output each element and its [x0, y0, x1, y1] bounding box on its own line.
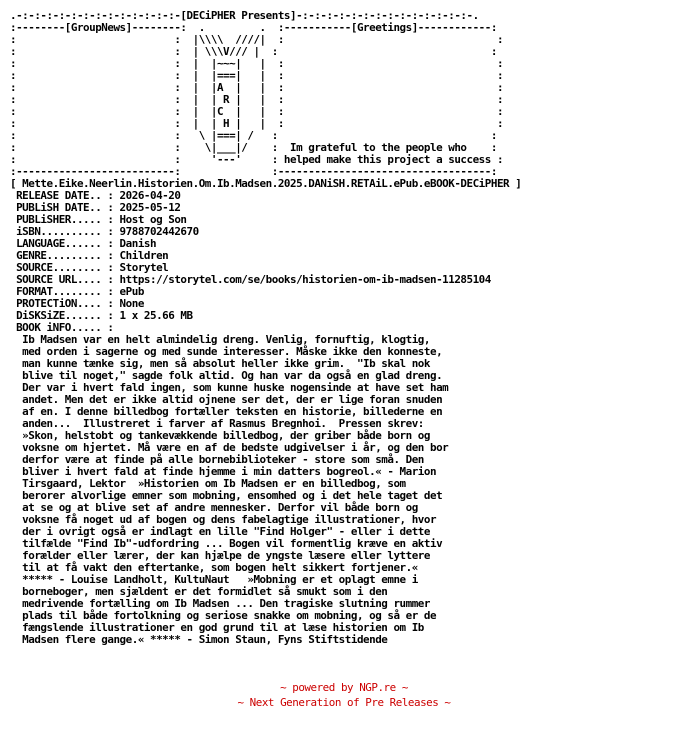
nfo-line: Der var i hvert fald ingen, som kunne huske nogensinde at have set ham — [10, 381, 449, 394]
nfo-line: LANGUAGE...... : Danish — [10, 237, 157, 250]
nfo-line: SOURCE URL.... : https://storytel.com/se/books/historien-om-ib-madsen-11285104 — [10, 273, 491, 286]
nfo-line: der i ovrigt også er indlagt en lille "Find Holger" - eller i dette — [10, 525, 430, 538]
nfo-line: : : | |A | | : : — [10, 81, 504, 94]
nfo-line: derfor være at finde på alle bornebiblioteker - store som små. Den — [10, 453, 424, 466]
nfo-line: voksne få noget ud af bogen og dens fabelagtige illustrationer, hvor — [10, 513, 437, 526]
nfo-line: BOOK iNFO..... : — [10, 321, 114, 334]
nfo-line: Tirsgaard, Lektor »Historien om Ib Madsen er en billedbog, som — [10, 477, 406, 490]
nfo-line: man kunne tænke sig, men så absolut heller ikke grim. "Ib skal nok — [10, 357, 430, 370]
nfo-line: »Skon, helstobt og tankevækkende billedbog, der griber både born og — [10, 429, 430, 442]
nfo-line: FORMAT........ : ePub — [10, 285, 144, 298]
nfo-line: : : | |~~~| | : : — [10, 57, 504, 70]
nfo-line: plads til både fortolkning og seriose snakke om mobning, og så er de — [10, 609, 437, 622]
tagline-footer: ~ Next Generation of Pre Releases ~ — [237, 696, 451, 709]
nfo-line: : : | \\\V/// | : : — [10, 45, 497, 58]
nfo-line: berorer alvorlige emner som mobning, ensomhed og i det hele taget det — [10, 489, 443, 502]
nfo-line: : : \|___|/ : Im grateful to the people who : — [10, 141, 497, 154]
nfo-line: PROTECTiON.... : None — [10, 297, 144, 310]
nfo-line: med orden i sagerne og med sunde interesser. Måske ikke den konneste, — [10, 345, 443, 358]
nfo-line: forælder eller lærer, der kan hjælpe de yngste læsere eller lyttere — [10, 549, 430, 562]
nfo-line: tilfælde "Find Ib"-udfordring ... Bogen vil formentlig kræve en aktiv — [10, 537, 443, 550]
nfo-line: SOURCE........ : Storytel — [10, 261, 169, 274]
nfo-line: medrivende fortælling om Ib Madsen ... Den tragiske slutning rummer — [10, 597, 430, 610]
nfo-release-text — [10, 10, 521, 646]
nfo-line: blive til noget," sagde folk altid. Og han var da også en glad dreng. — [10, 369, 443, 382]
nfo-line: : : \ |===| / : : — [10, 129, 497, 142]
nfo-line: iSBN.......... : 9788702442670 — [10, 225, 199, 238]
nfo-line: RELEASE DATE.. : 2026-04-20 — [10, 189, 181, 202]
nfo-line: .-:-:-:-:-:-:-:-:-:-:-:-:-:-[DECiPHER Presents]-:-:-:-:-:-:-:-:-:-:-:-:-:-:-. — [10, 9, 479, 22]
nfo-line: andet. Men det er ikke altid ojnene ser det, der er lige foran snuden — [10, 393, 443, 406]
nfo-line: Ib Madsen var en helt almindelig dreng. Venlig, fornuftig, klogtig, — [10, 333, 430, 346]
powered-by-footer: ~ powered by NGP.re ~ — [280, 681, 408, 694]
nfo-line: : : |\\\\ ////| : : — [10, 33, 504, 46]
nfo-line: af en. I denne billedbog fortæller teksten en historie, billederne en — [10, 405, 443, 418]
nfo-line: : : | |===| | : : — [10, 69, 504, 82]
nfo-line: [ Mette.Eike.Neerlin.Historien.Om.Ib.Madsen.2025.DANiSH.RETAiL.ePub.eBOOK-DECiPHER ] — [10, 177, 522, 190]
nfo-line: :--------[GroupNews]--------: . . :-----------[Greetings]------------: — [10, 21, 497, 34]
nfo-line: : : | | R | | : : — [10, 93, 504, 106]
nfo-line: DiSKSiZE...... : 1 x 25.66 MB — [10, 309, 193, 322]
nfo-line: GENRE......... : Children — [10, 249, 169, 262]
nfo-line: PUBLiSH DATE.. : 2025-05-12 — [10, 201, 181, 214]
nfo-line: : : | |C | | : : — [10, 105, 504, 118]
nfo-line: voksne om hjertet. Må være en af de bedste udgivelser i år, og den bor — [10, 441, 449, 454]
nfo-line: bliver i hvert fald at finde hjemme i min datters bogreol.« - Marion — [10, 465, 437, 478]
nfo-line: at se og at blive set af andre mennesker. Derfor vil både born og — [10, 501, 418, 514]
nfo-line: : : '---' : helped make this project a success : — [10, 153, 504, 166]
nfo-line: ***** - Louise Landholt, KultuNaut »Mobning er et oplagt emne i — [10, 573, 418, 586]
nfo-line: fængslende illustrationer en god grund til at læse historien om Ib — [10, 621, 424, 634]
nfo-line: : : | | H | | : : — [10, 117, 504, 130]
nfo-line: borneboger, men sjældent er det formidlet så smukt som i den — [10, 585, 388, 598]
nfo-line: anden... Illustreret i farver af Rasmus Bregnhoi. Pressen skrev: — [10, 417, 424, 430]
nfo-line: :--------------------------: :-----------------------------------: — [10, 165, 497, 178]
nfo-line: til at få vakt den eftertanke, som bogen helt sikkert fortjener.« — [10, 561, 418, 574]
nfo-line: Madsen flere gange.« ***** - Simon Staun, Fyns Stiftstidende — [10, 633, 388, 646]
nfo-line: PUBLiSHER..... : Host og Son — [10, 213, 187, 226]
